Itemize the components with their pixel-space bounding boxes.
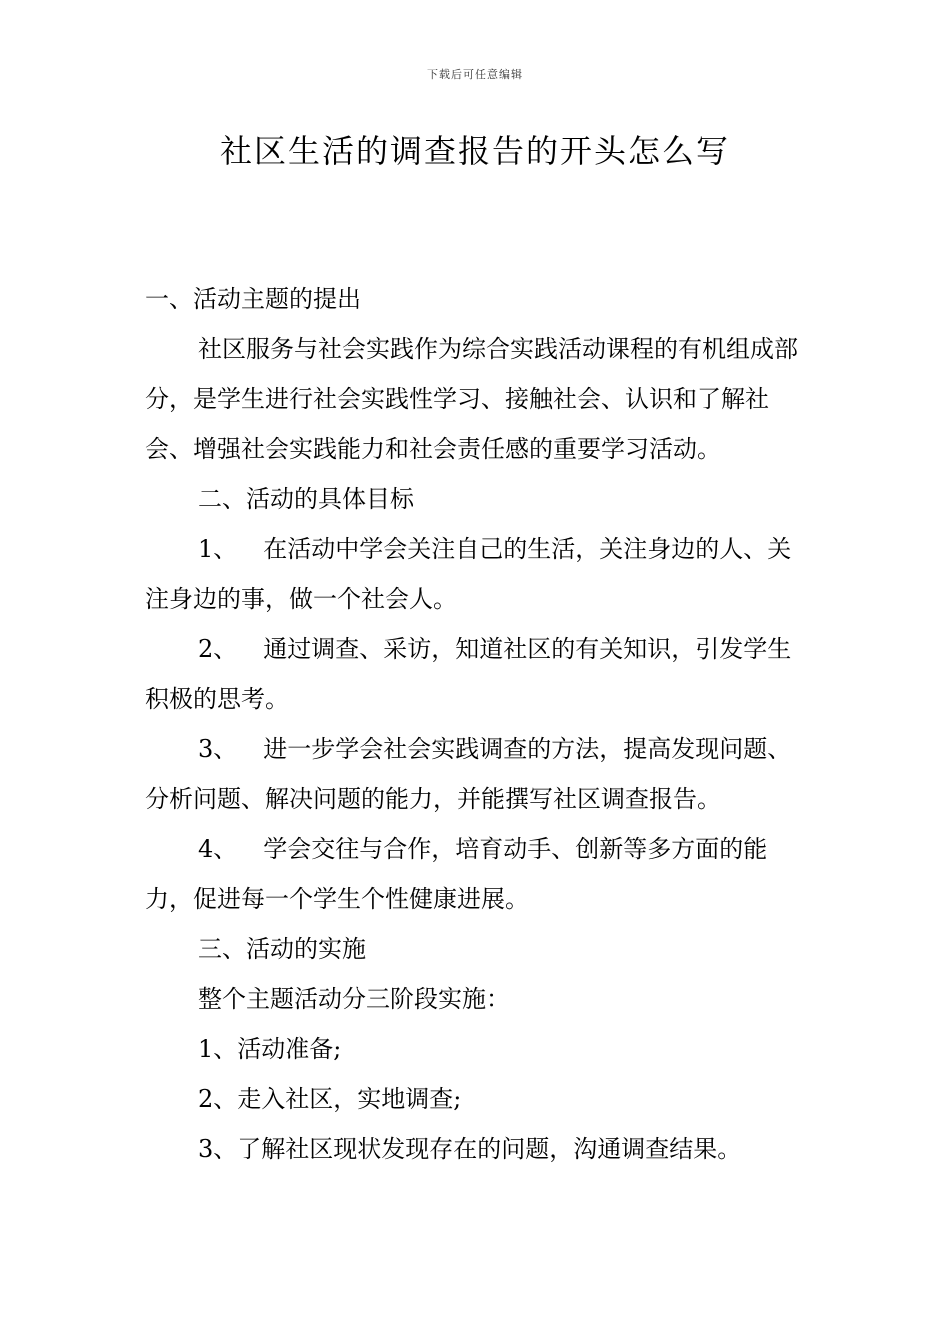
goal-item-3 <box>145 724 810 824</box>
stage-item-2: 2、走入社区，实地调查; <box>198 1085 462 1113</box>
goal-number: 2、 <box>198 635 238 663</box>
goal-number: 1、 <box>198 535 238 563</box>
goal-number: 3、 <box>198 735 238 763</box>
document-title: 社区生活的调查报告的开头怎么写 <box>219 132 730 170</box>
goal-text: 在活动中学会关注自己的生活，关注身边的人、关注身边的事，做一个社会人。 <box>145 535 792 613</box>
section-1-heading: 一、活动主题的提出 <box>145 285 361 313</box>
document-body <box>145 274 810 1174</box>
goal-text: 进一步学会社会实践调查的方法，提高发现问题、分析问题、解决问题的能力，并能撰写社区调查报告。 <box>145 735 792 813</box>
goal-text: 学会交往与合作，培育动手、创新等多方面的能力，促进每一个学生个性健康进展。 <box>145 835 768 913</box>
section-3-heading: 三、活动的实施 <box>198 935 366 963</box>
stage-item-1: 1、活动准备; <box>198 1035 342 1063</box>
goal-item-4 <box>145 824 810 924</box>
section-2-heading: 二、活动的具体目标 <box>198 485 414 513</box>
goal-item-1 <box>145 524 810 624</box>
section-3-intro: 整个主题活动分三阶段实施： <box>198 985 510 1013</box>
goal-number: 4、 <box>198 835 238 863</box>
goal-text: 通过调查、采访，知道社区的有关知识，引发学生积极的思考。 <box>145 635 792 713</box>
section-1-paragraph: 社区服务与社会实践作为综合实践活动课程的有机组成部分，是学生进行社会实践性学习、接触社会、认识和了解社会、增强社会实践能力和社会责任感的重要学习活动。 <box>145 335 798 463</box>
goal-item-2 <box>145 624 810 724</box>
stage-item-3: 3、了解社区现状发现存在的问题，沟通调查结果。 <box>198 1135 742 1163</box>
page-header-note: 下载后可任意编辑 <box>427 68 523 81</box>
